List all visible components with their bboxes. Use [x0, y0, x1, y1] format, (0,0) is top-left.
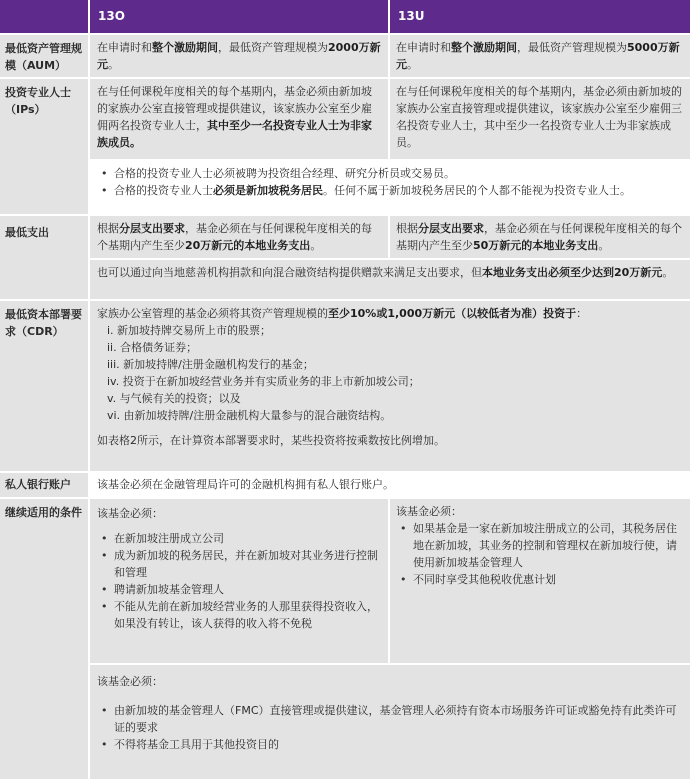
row-aum: [0, 35, 690, 79]
row-continuing: [0, 499, 690, 779]
list-item: vi. 由新加坡持牌/注册金融机构大量参与的混合融资结构。: [107, 409, 392, 422]
header-empty-cell: [0, 0, 88, 33]
continuing-13o: [88, 499, 388, 663]
list-item: v. 与气候有关的投资；以及: [107, 392, 241, 405]
row-bank: [0, 473, 690, 499]
aum-13u: 在申请时和整个激励期间，最低资产管理规模为5000万新元。: [388, 35, 690, 77]
continuing-13o-intro: 该基金必须：: [97, 507, 163, 520]
list-item: • 合格的投资专业人士必须被聘为投资组合经理、研究分析员或交易员。: [97, 165, 684, 182]
list-item: • 聘请新加坡基金管理人: [97, 581, 382, 598]
list-item: • 合格的投资专业人士必须是新加坡税务居民。任何不属于新加坡税务居民的个人都不能视为投资专业人士。: [97, 182, 684, 199]
spending-13o: 根据分层支出要求，基金必须在与任何课税年度相关的每个基期内产生至少20万新元的本地业务支出。: [88, 216, 388, 258]
ips-13o: 在与任何课税年度相关的每个基期内，基金必须由新加坡的家族办公室直接管理或提供建议，该家族办公室至少雇佣两名投资专业人士，其中至少一名投资专业人士为非家族成员。: [88, 79, 388, 159]
row-label-continuing: 继续适用的条件: [0, 499, 88, 779]
row-label-ips: 投资专业人士（IPs）: [0, 79, 88, 214]
row-label-spending: 最低支出: [0, 216, 88, 299]
continuing-shared-intro: 该基金必须：: [97, 675, 163, 688]
continuing-13u-intro: 该基金必须：: [396, 505, 462, 518]
list-item: iv. 投资于在新加坡经营业务并有实质业务的非上市新加坡公司；: [107, 375, 420, 388]
list-item: • 在新加坡注册成立公司: [97, 530, 382, 547]
list-item: ii. 合格债务证券；: [107, 341, 198, 354]
continuing-13u: [388, 499, 690, 663]
list-item: iii. 新加坡持牌/注册金融机构发行的基金；: [107, 358, 314, 371]
row-spending: [0, 216, 690, 301]
row-label-cdr: 最低资本部署要求（CDR）: [0, 301, 88, 471]
aum-13o: 在申请时和整个激励期间，最低资产管理规模为2000万新元。: [88, 35, 388, 77]
table-header: [0, 0, 690, 35]
row-ips: [0, 79, 690, 216]
row-label-aum: 最低资产管理规模（AUM）: [0, 35, 88, 77]
row-cdr: [0, 301, 690, 473]
list-item: • 不同时享受其他税收优惠计划: [396, 571, 684, 588]
list-item: • 不能从先前在新加坡经营业务的人那里获得投资收入，如果没有转让，该人获得的收入将不免税: [97, 598, 382, 632]
cdr-list: [97, 322, 684, 424]
ips-notes: [88, 161, 690, 214]
cdr-intro: 家族办公室管理的基金必须将其资产管理规模的至少10%或1,000万新元（以较低者为准）投资于：: [97, 307, 588, 320]
header-13u: 13U: [388, 0, 690, 33]
bank-text: 该基金必须在金融管理局许可的金融机构拥有私人银行账户。: [88, 473, 690, 497]
list-item: • 如果基金是一家在新加坡注册成立的公司，其税务居住地在新加坡，其业务的控制和管理权在新加坡行使，请使用新加坡基金管理人: [396, 520, 684, 571]
spending-note: 也可以通过向当地慈善机构捐款和向混合融资结构提供赠款来满足支出要求，但本地业务支出必须至少达到20万新元。: [88, 260, 690, 299]
list-item: • 成为新加坡的税务居民，并在新加坡对其业务进行控制和管理: [97, 547, 382, 581]
row-label-bank: 私人银行账户: [0, 473, 88, 497]
header-13o: 13O: [88, 0, 388, 33]
cdr-content: [88, 301, 690, 471]
cdr-note: 如表格2所示，在计算资本部署要求时，某些投资将按乘数按比例增加。: [97, 434, 445, 447]
spending-13u: 根据分层支出要求，基金必须在与任何课税年度相关的每个基期内产生至少50万新元的本地业务支出。: [388, 216, 690, 258]
list-item: i. 新加坡持牌交易所上市的股票；: [107, 324, 272, 337]
ips-13u: 在与任何课税年度相关的每个基期内，基金必须由新加坡的家族办公室直接管理或提供建议，该家族办公室至少雇佣三名投资专业人士，其中至少一名投资专业人士为非家族成员。: [388, 79, 690, 159]
list-item: • 不得将基金工具用于其他投资目的: [97, 736, 684, 753]
continuing-shared: [88, 665, 690, 779]
list-item: • 由新加坡的基金管理人（FMC）直接管理或提供建议，基金管理人必须持有资本市场服务许可证或豁免持有此类许可证的要求: [97, 702, 684, 736]
